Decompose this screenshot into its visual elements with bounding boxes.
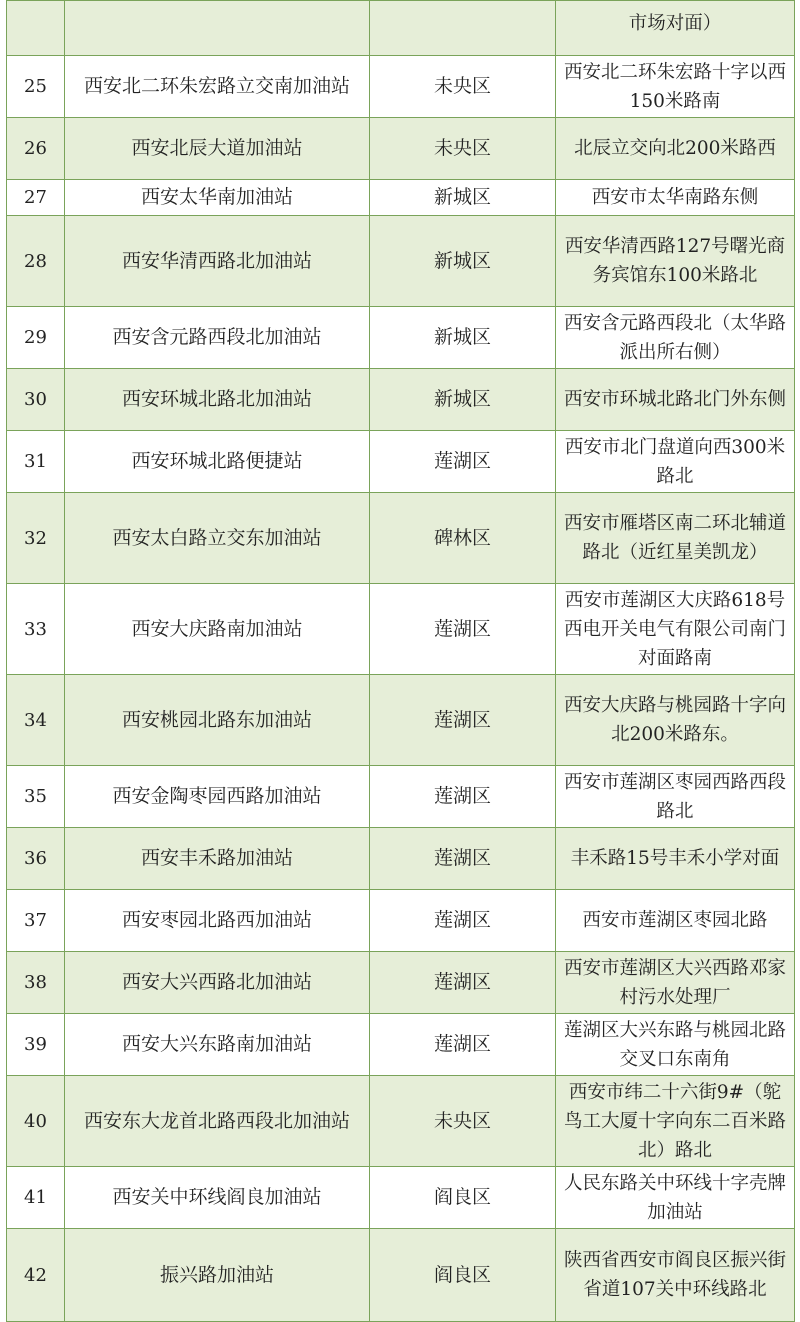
table-row <box>7 828 795 890</box>
row-number: 40 <box>7 1076 65 1167</box>
address: 陕西省西安市阎良区振兴街省道107关中环线路北 <box>556 1229 795 1322</box>
district: 莲湖区 <box>370 584 556 675</box>
district: 未央区 <box>370 56 556 118</box>
row-number: 30 <box>7 369 65 431</box>
address: 西安市北门盘道向西300米路北 <box>556 431 795 493</box>
table-row <box>7 1014 795 1076</box>
station-name: 振兴路加油站 <box>65 1229 370 1322</box>
table-row <box>7 675 795 766</box>
station-name: 西安北二环朱宏路立交南加油站 <box>65 56 370 118</box>
station-name: 西安枣园北路西加油站 <box>65 890 370 952</box>
station-name: 西安关中环线阎良加油站 <box>65 1167 370 1229</box>
row-number: 37 <box>7 890 65 952</box>
station-name: 西安环城北路便捷站 <box>65 431 370 493</box>
row-number: 34 <box>7 675 65 766</box>
district: 新城区 <box>370 180 556 216</box>
station-name: 西安环城北路北加油站 <box>65 369 370 431</box>
row-number <box>7 1 65 56</box>
district: 新城区 <box>370 307 556 369</box>
district <box>370 1 556 56</box>
table-row <box>7 431 795 493</box>
row-number: 33 <box>7 584 65 675</box>
district: 碑林区 <box>370 493 556 584</box>
table-row <box>7 1 795 56</box>
address: 西安市莲湖区大庆路618号西电开关电气有限公司南门对面路南 <box>556 584 795 675</box>
address: 西安市太华南路东侧 <box>556 180 795 216</box>
address: 西安市雁塔区南二环北辅道路北（近红星美凯龙） <box>556 493 795 584</box>
address: 西安市环城北路北门外东侧 <box>556 369 795 431</box>
district: 新城区 <box>370 369 556 431</box>
district: 莲湖区 <box>370 766 556 828</box>
address: 西安市莲湖区枣园北路 <box>556 890 795 952</box>
table-row <box>7 307 795 369</box>
station-name <box>65 1 370 56</box>
row-number: 39 <box>7 1014 65 1076</box>
address: 北辰立交向北200米路西 <box>556 118 795 180</box>
table-row <box>7 369 795 431</box>
table-row <box>7 493 795 584</box>
district: 莲湖区 <box>370 952 556 1014</box>
address: 西安北二环朱宏路十字以西150米路南 <box>556 56 795 118</box>
district: 未央区 <box>370 1076 556 1167</box>
station-name: 西安北辰大道加油站 <box>65 118 370 180</box>
row-number: 35 <box>7 766 65 828</box>
station-name: 西安大兴西路北加油站 <box>65 952 370 1014</box>
table-row <box>7 766 795 828</box>
row-number: 26 <box>7 118 65 180</box>
district: 莲湖区 <box>370 675 556 766</box>
table-row <box>7 952 795 1014</box>
table-row <box>7 56 795 118</box>
district: 阎良区 <box>370 1167 556 1229</box>
row-number: 41 <box>7 1167 65 1229</box>
district: 莲湖区 <box>370 828 556 890</box>
row-number: 42 <box>7 1229 65 1322</box>
table-row <box>7 890 795 952</box>
district: 阎良区 <box>370 1229 556 1322</box>
district: 新城区 <box>370 216 556 307</box>
table-row <box>7 118 795 180</box>
station-name: 西安东大龙首北路西段北加油站 <box>65 1076 370 1167</box>
address: 莲湖区大兴东路与桃园北路交叉口东南角 <box>556 1014 795 1076</box>
district: 未央区 <box>370 118 556 180</box>
table-row <box>7 1076 795 1167</box>
row-number: 25 <box>7 56 65 118</box>
table-row <box>7 1229 795 1322</box>
row-number: 27 <box>7 180 65 216</box>
address: 西安市纬二十六街9#（鸵鸟工大厦十字向东二百米路北）路北 <box>556 1076 795 1167</box>
district: 莲湖区 <box>370 431 556 493</box>
address: 人民东路关中环线十字壳牌加油站 <box>556 1167 795 1229</box>
address: 西安大庆路与桃园路十字向北200米路东。 <box>556 675 795 766</box>
table-row <box>7 584 795 675</box>
row-number: 32 <box>7 493 65 584</box>
address: 西安含元路西段北（太华路派出所右侧） <box>556 307 795 369</box>
row-number: 31 <box>7 431 65 493</box>
table-row <box>7 216 795 307</box>
row-number: 28 <box>7 216 65 307</box>
district: 莲湖区 <box>370 890 556 952</box>
address: 西安华清西路127号曙光商务宾馆东100米路北 <box>556 216 795 307</box>
station-name: 西安太华南加油站 <box>65 180 370 216</box>
district: 莲湖区 <box>370 1014 556 1076</box>
address: 丰禾路15号丰禾小学对面 <box>556 828 795 890</box>
address: 市场对面） <box>556 1 795 56</box>
address: 西安市莲湖区大兴西路邓家村污水处理厂 <box>556 952 795 1014</box>
table-row <box>7 180 795 216</box>
row-number: 29 <box>7 307 65 369</box>
row-number: 36 <box>7 828 65 890</box>
table-row <box>7 1167 795 1229</box>
station-name: 西安华清西路北加油站 <box>65 216 370 307</box>
station-name: 西安大庆路南加油站 <box>65 584 370 675</box>
station-name: 西安含元路西段北加油站 <box>65 307 370 369</box>
station-name: 西安金陶枣园西路加油站 <box>65 766 370 828</box>
gas-station-table <box>6 0 795 1322</box>
station-name: 西安大兴东路南加油站 <box>65 1014 370 1076</box>
address: 西安市莲湖区枣园西路西段路北 <box>556 766 795 828</box>
row-number: 38 <box>7 952 65 1014</box>
station-name: 西安桃园北路东加油站 <box>65 675 370 766</box>
station-name: 西安太白路立交东加油站 <box>65 493 370 584</box>
station-name: 西安丰禾路加油站 <box>65 828 370 890</box>
